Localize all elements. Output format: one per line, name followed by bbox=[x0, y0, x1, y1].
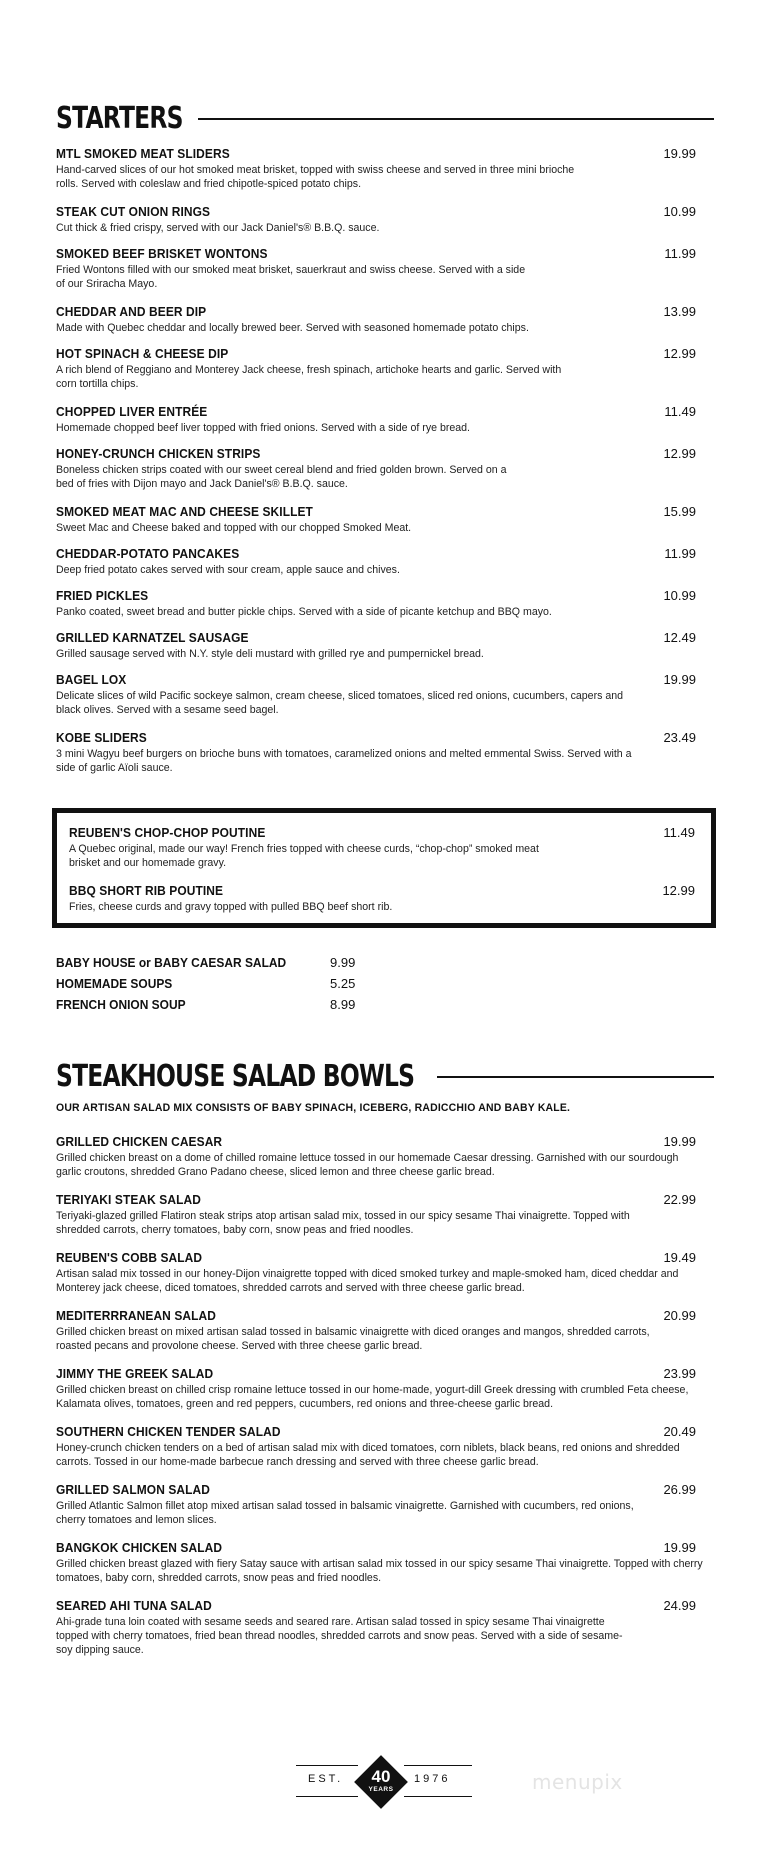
item-name: GRILLED KARNATZEL SAUSAGE bbox=[56, 630, 249, 645]
menu-item bbox=[56, 1482, 714, 1527]
item-description: Honey-crunch chicken tenders on a bed of artisan salad mix with diced tomatoes, corn niblets, black beans, red onions and shredded carrots. Tossed in our home-made barbecue ranch dressing and served with three cheese garlic bread. bbox=[56, 1442, 680, 1468]
list-item bbox=[56, 994, 376, 1015]
item-name: SMOKED MEAT MAC AND CHEESE SKILLET bbox=[56, 504, 313, 519]
logo-number: 40 bbox=[371, 1767, 391, 1786]
logo-years: YEARS bbox=[368, 1786, 394, 1793]
item-name: HONEY-CRUNCH CHICKEN STRIPS bbox=[56, 446, 261, 461]
item-description: Sweet Mac and Cheese baked and topped with our chopped Smoked Meat. bbox=[56, 522, 412, 534]
item-description: Grilled chicken breast on chilled crisp romaine lettuce tossed in our home-made, yogurt-dill Greek dressing with crumbled Feta cheese, Kalamata olives, tomatoes, green and red peppers, cucumbers, red onions and three-cheese garlic bread. bbox=[56, 1384, 689, 1410]
item-price: 24.99 bbox=[663, 1598, 696, 1613]
item-description: Boneless chicken strips coated with our sweet cereal blend and fried golden brown. Served on a bed of fries with Dijon mayo and Jack Daniel's® B.B.Q. sauce. bbox=[56, 464, 507, 490]
item-description: Grilled sausage served with N.Y. style deli mustard with grilled rye and pumpernickel bread. bbox=[56, 648, 484, 660]
item-name: SEARED AHI TUNA SALAD bbox=[56, 1598, 212, 1613]
item-description: Deep fried potato cakes served with sour cream, apple sauce and chives. bbox=[56, 564, 400, 576]
menu-item bbox=[56, 1250, 714, 1295]
menu-item bbox=[56, 1134, 714, 1179]
list-item bbox=[56, 973, 376, 994]
item-description: Cut thick & fried crispy, served with our Jack Daniel's® B.B.Q. sauce. bbox=[56, 222, 380, 234]
item-name: BBQ SHORT RIB POUTINE bbox=[69, 883, 224, 898]
item-price: 12.99 bbox=[662, 883, 695, 898]
item-name: SMOKED BEEF BRISKET WONTONS bbox=[56, 246, 268, 261]
menu-item bbox=[69, 825, 699, 870]
item-name: STEAK CUT ONION RINGS bbox=[56, 204, 211, 219]
item-name: JIMMY THE GREEK SALAD bbox=[56, 1366, 214, 1381]
poutine-box bbox=[52, 808, 716, 928]
menu-item bbox=[56, 546, 714, 577]
list-item bbox=[56, 952, 376, 973]
item-description: Grilled chicken breast on a dome of chilled romaine lettuce tossed in our homemade Caesar dressing. Garnished with our sourdough garlic croutons, shredded Grano Padano cheese, sliced lemon and three cheese garlic bread. bbox=[56, 1152, 679, 1178]
side-price: 5.25 bbox=[330, 976, 356, 991]
item-price: 11.49 bbox=[663, 825, 695, 840]
watermark: menupix bbox=[532, 1770, 623, 1794]
item-description: A rich blend of Reggiano and Monterey Jack cheese, fresh spinach, artichoke hearts and garlic. Served with corn tortilla chips. bbox=[56, 364, 562, 390]
menu-item bbox=[56, 1366, 714, 1411]
item-description: Ahi-grade tuna loin coated with sesame seeds and seared rare. Artisan salad tossed in spicy sesame Thai vinaigrette topped with cherry tomatoes, fried bean thread noodles, shredded carrots and snow peas. Served with a side of sesame-soy dipping sauce. bbox=[56, 1616, 623, 1656]
anniversary-diamond-icon bbox=[354, 1755, 408, 1809]
item-name: SOUTHERN CHICKEN TENDER SALAD bbox=[56, 1424, 281, 1439]
item-name: FRIED PICKLES bbox=[56, 588, 149, 603]
menu-item bbox=[69, 883, 699, 914]
item-price: 12.99 bbox=[663, 346, 696, 361]
item-description: Artisan salad mix tossed in our honey-Dijon vinaigrette topped with diced smoked turkey and maple-smoked ham, diced cheddar and Monterey jack cheese, diced tomatoes, shredded carrots and served with three cheese garlic bread. bbox=[56, 1268, 679, 1294]
item-description: A Quebec original, made our way! French fries topped with cheese curds, “chop-chop” smoked meat brisket and our homemade gravy. bbox=[69, 843, 539, 869]
item-price: 26.99 bbox=[663, 1482, 696, 1497]
item-name: MEDITERRRANEAN SALAD bbox=[56, 1308, 216, 1323]
item-description: 3 mini Wagyu beef burgers on brioche buns with tomatoes, caramelized onions and melted emmental Swiss. Served with a side of garlic Aïoli sauce. bbox=[56, 748, 632, 774]
item-price: 19.99 bbox=[663, 146, 696, 161]
item-price: 19.99 bbox=[663, 1134, 696, 1149]
item-name: REUBEN'S COBB SALAD bbox=[56, 1250, 203, 1265]
item-description: Fried Wontons filled with our smoked meat brisket, sauerkraut and swiss cheese. Served with a side of our Sriracha Mayo. bbox=[56, 264, 526, 290]
menu-item bbox=[56, 446, 714, 491]
menu-item bbox=[56, 1540, 714, 1585]
menu-item bbox=[56, 504, 714, 535]
item-price: 10.99 bbox=[663, 204, 696, 219]
item-description: Grilled chicken breast on mixed artisan salad tossed in balsamic vinaigrette with diced oranges and mangos, shredded carrots, roasted pecans and provolone cheese. Served with three cheese garlic bread. bbox=[56, 1326, 650, 1352]
item-description: Teriyaki-glazed grilled Flatiron steak strips atop artisan salad mix, tossed in our spicy sesame Thai vinaigrette. Topped with shredded carrots, cherry tomatoes, baby corn, snow peas and fried noodles. bbox=[56, 1210, 630, 1236]
starters-title: STARTERS bbox=[56, 101, 183, 136]
side-name: HOMEMADE SOUPS bbox=[56, 976, 173, 991]
menu-item bbox=[56, 730, 714, 775]
item-description: Fries, cheese curds and gravy topped with pulled BBQ beef short rib. bbox=[69, 901, 393, 913]
sides-list bbox=[56, 952, 376, 1015]
item-name: CHOPPED LIVER ENTRÉE bbox=[56, 404, 208, 419]
est-1976-logo bbox=[296, 1750, 472, 1814]
item-name: CHEDDAR AND BEER DIP bbox=[56, 304, 207, 319]
item-description: Made with Quebec cheddar and locally brewed beer. Served with seasoned homemade potato chips. bbox=[56, 322, 529, 334]
item-name: GRILLED CHICKEN CAESAR bbox=[56, 1134, 223, 1149]
item-description: Grilled Atlantic Salmon fillet atop mixed artisan salad tossed in balsamic vinaigrette. Garnished with cucumbers, red onions, cherry tomatoes and lemon slices. bbox=[56, 1500, 634, 1526]
menu-item bbox=[56, 1424, 714, 1469]
item-price: 19.99 bbox=[663, 672, 696, 687]
menu-item bbox=[56, 588, 714, 619]
menu-item bbox=[56, 304, 714, 335]
item-name: BANGKOK CHICKEN SALAD bbox=[56, 1540, 223, 1555]
item-price: 11.99 bbox=[664, 246, 696, 261]
side-name: BABY HOUSE or BABY CAESAR SALAD bbox=[56, 955, 287, 970]
starters-heading bbox=[56, 101, 714, 136]
item-name: HOT SPINACH & CHEESE DIP bbox=[56, 346, 229, 361]
menu-item bbox=[56, 630, 714, 661]
item-price: 13.99 bbox=[663, 304, 696, 319]
item-price: 12.49 bbox=[663, 630, 696, 645]
salads-heading bbox=[56, 1059, 714, 1094]
item-name: KOBE SLIDERS bbox=[56, 730, 147, 745]
item-price: 12.99 bbox=[663, 446, 696, 461]
item-price: 11.99 bbox=[664, 546, 696, 561]
item-price: 19.49 bbox=[663, 1250, 696, 1265]
menu-item bbox=[56, 1192, 714, 1237]
item-name: BAGEL LOX bbox=[56, 672, 127, 687]
menu-item bbox=[56, 146, 714, 191]
menu-item bbox=[56, 246, 714, 291]
item-price: 19.99 bbox=[663, 1540, 696, 1555]
item-price: 20.99 bbox=[663, 1308, 696, 1323]
item-description: Grilled chicken breast glazed with fiery Satay sauce with artisan salad mix tossed in our spicy sesame Thai vinaigrette. Topped with cherry tomatoes, baby corn, shredded carrots, snow peas and fried noodles. bbox=[56, 1558, 703, 1584]
item-price: 23.49 bbox=[663, 730, 696, 745]
side-price: 8.99 bbox=[330, 997, 356, 1012]
item-name: CHEDDAR-POTATO PANCAKES bbox=[56, 546, 240, 561]
logo-year: 1976 bbox=[414, 1773, 451, 1785]
side-name: FRENCH ONION SOUP bbox=[56, 997, 186, 1012]
item-price: 20.49 bbox=[663, 1424, 696, 1439]
item-name: MTL SMOKED MEAT SLIDERS bbox=[56, 146, 230, 161]
item-price: 23.99 bbox=[663, 1366, 696, 1381]
item-price: 10.99 bbox=[663, 588, 696, 603]
item-price: 22.99 bbox=[663, 1192, 696, 1207]
item-name: REUBEN'S CHOP-CHOP POUTINE bbox=[69, 825, 266, 840]
menu-item bbox=[56, 672, 714, 717]
side-price: 9.99 bbox=[330, 955, 356, 970]
menu-item bbox=[56, 1598, 714, 1657]
salads-rule bbox=[437, 1076, 714, 1078]
item-description: Homemade chopped beef liver topped with fried onions. Served with a side of rye bread. bbox=[56, 422, 470, 434]
item-price: 11.49 bbox=[664, 404, 696, 419]
item-name: GRILLED SALMON SALAD bbox=[56, 1482, 210, 1497]
menu-item bbox=[56, 204, 714, 235]
salads-intro: OUR ARTISAN SALAD MIX CONSISTS OF BABY SPINACH, ICEBERG, RADICCHIO AND BABY KALE. bbox=[56, 1102, 571, 1114]
logo-est: EST. bbox=[308, 1773, 344, 1785]
menu-item bbox=[56, 404, 714, 435]
item-description: Delicate slices of wild Pacific sockeye salmon, cream cheese, sliced tomatoes, sliced red onions, cucumbers, capers and black olives. Served with a sesame seed bagel. bbox=[56, 690, 624, 716]
item-price: 15.99 bbox=[663, 504, 696, 519]
salads-title: STEAKHOUSE SALAD BOWLS bbox=[56, 1059, 415, 1094]
menu-item bbox=[56, 346, 714, 391]
item-name: TERIYAKI STEAK SALAD bbox=[56, 1192, 201, 1207]
starters-rule bbox=[198, 118, 714, 120]
item-description: Hand-carved slices of our hot smoked meat brisket, topped with swiss cheese and served in three mini brioche rolls. Served with coleslaw and fried chipotle-spiced potato chips. bbox=[56, 164, 575, 190]
menu-item bbox=[56, 1308, 714, 1353]
item-description: Panko coated, sweet bread and butter pickle chips. Served with a side of picante ketchup and BBQ mayo. bbox=[56, 606, 552, 618]
